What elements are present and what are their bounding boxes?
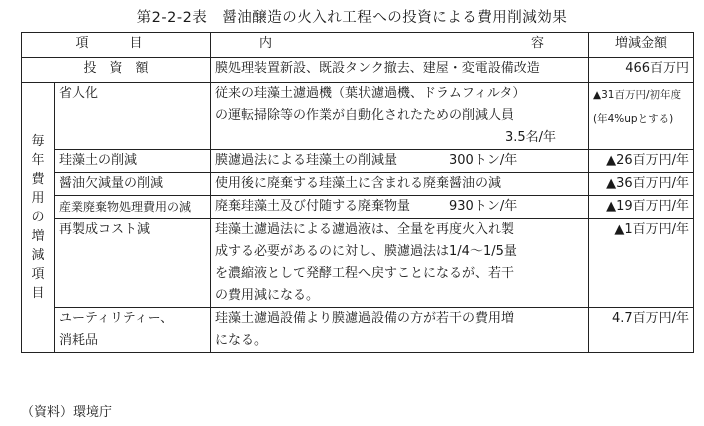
row-item: 珪藻土の削減 [55,150,211,173]
row-amount: 4.7百万円/年 [589,308,694,353]
row-content: 使用後に廃棄する珪藻土に含まれる廃棄醤油の減 [211,173,589,196]
row-item: 醤油欠減量の削減 [55,173,211,196]
group-label: 毎 年 費 用 の 増 減 項 目 [22,83,55,353]
header-amount: 増減金額 [589,33,694,58]
row-amount: ▲31百万円/初年度 (年4%upとする) [589,83,694,150]
row-content: 珪藻土濾過法による濾過液は、全量を再度火入れ製 成する必要があるのに対し、膜濾過法は1/4〜1/5量 を濃縮液として発酵工程へ戻すことになるが、若干 の費用減になる。 [211,219,589,308]
row-content: 珪藻土濾過設備より膜濾過設備の方が若干の費用増 になる。 [211,308,589,353]
table-row [22,196,694,219]
cost-table [21,32,694,353]
row-amount: ▲19百万円/年 [589,196,694,219]
investment-row [22,58,694,83]
row-amount: ▲36百万円/年 [589,173,694,196]
header-content: 内 容 [211,33,589,58]
table-row [22,173,694,196]
header-item: 項 目 [22,33,211,58]
row-amount: ▲26百万円/年 [589,150,694,173]
table-row [22,219,694,308]
page-title: 第2-2-2表 醤油醸造の火入れ工程への投資による費用削減効果 [136,10,568,26]
table-row [22,83,694,150]
table-row [22,150,694,173]
row-item: ユーティリティー、 消耗品 [55,308,211,353]
source-note: （資料）環境庁 [21,405,113,420]
row-content: 廃棄珪藻土及び付随する廃棄物量 930トン/年 [211,196,589,219]
row-item: 産業廃棄物処理費用の減 [55,196,211,219]
row-content: 従来の珪藻土濾過機（葉状濾過機、ドラムフィルタ） の運転掃除等の作業が自動化されたための削減人員 3.5名/年 [211,83,589,150]
investment-content: 膜処理装置新設、既設タンク撤去、建屋・変電設備改造 [211,58,589,83]
investment-amount: 466百万円 [589,58,694,83]
header-row [22,33,694,58]
row-item: 再製成コスト減 [55,219,211,308]
investment-label: 投 資 額 [22,58,211,83]
row-content: 膜濾過法による珪藻土の削減量 300トン/年 [211,150,589,173]
table-row [22,308,694,353]
row-item: 省人化 [55,83,211,150]
row-amount: ▲1百万円/年 [589,219,694,308]
